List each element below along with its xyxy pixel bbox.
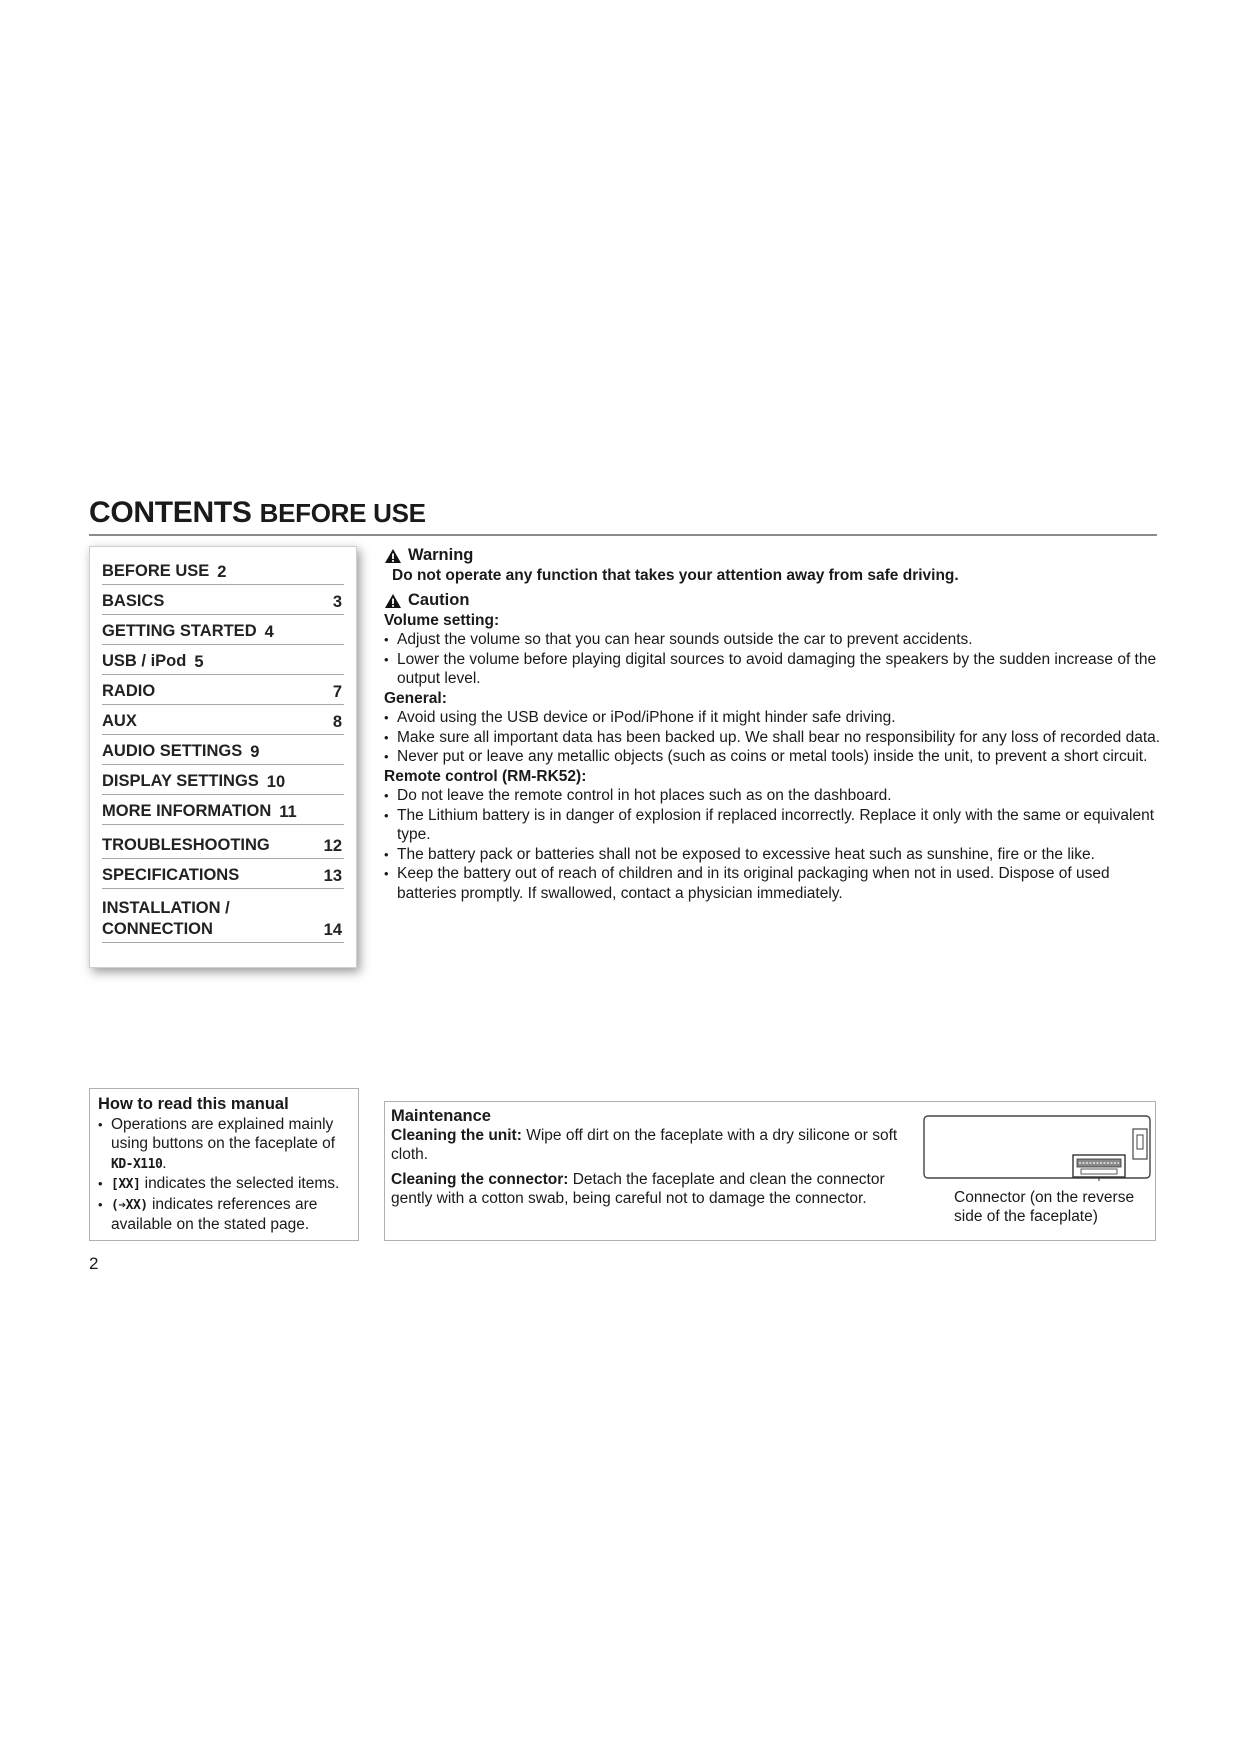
heading-sub: BEFORE USE: [259, 498, 426, 528]
toc-entry[interactable]: [102, 585, 344, 615]
faceplate-illustration: [923, 1115, 1151, 1181]
toc-entry[interactable]: [102, 705, 344, 735]
howto-item-text: indicates the selected items.: [140, 1175, 340, 1192]
toc-entry-page: 14: [323, 921, 342, 939]
toc-entry-page: 7: [332, 683, 342, 701]
selected-item-mark: [XX]: [111, 1177, 141, 1192]
toc-entry-page: 13: [323, 867, 342, 885]
toc-entry-page: 12: [323, 837, 342, 855]
toc-entry[interactable]: [102, 735, 344, 765]
toc-entry-label: GETTING STARTED: [102, 622, 257, 640]
howto-item-text: indicates references are available on the stated page.: [111, 1195, 318, 1233]
caution-title: Caution: [408, 591, 470, 609]
warning-heading: [384, 546, 1164, 566]
toc-entry[interactable]: [102, 889, 344, 943]
list-item: • Make sure all important data has been backed up. We shall bear no responsibility for any loss of recorded data.: [384, 728, 1164, 748]
toc-entry-label: TROUBLESHOOTING: [102, 836, 270, 854]
remote-heading: Remote control (RM-RK52):: [384, 767, 587, 785]
model-name: KD-X110: [111, 1156, 163, 1172]
caution-icon: [384, 593, 402, 609]
cleaning-connector-label: Cleaning the connector:: [391, 1171, 569, 1188]
howto-period: .: [162, 1154, 167, 1172]
toc-entry-label: AUDIO SETTINGS: [102, 742, 243, 760]
toc-entry-label: MORE INFORMATION: [102, 802, 272, 820]
howto-title: How to read this manual: [98, 1095, 289, 1113]
toc-entry-label: BEFORE USE: [102, 562, 210, 580]
list-item: • The Lithium battery is in danger of explosion if replaced incorrectly. Replace it only with the same or equivalent type.: [384, 806, 1164, 845]
heading-rule: [89, 534, 1157, 536]
list-item: • Lower the volume before playing digital sources to avoid damaging the speakers by the sudden increase of the output level.: [384, 650, 1164, 689]
list-item: • Never put or leave any metallic objects (such as coins or metal tools) inside the unit, to prevent a short circuit.: [384, 747, 1164, 767]
toc-entry-page: 3: [332, 593, 342, 611]
toc-entry-page: 9: [250, 743, 260, 761]
toc-entry-label: INSTALLATION / CONNECTION: [102, 899, 230, 938]
toc-entry-label: DISPLAY SETTINGS: [102, 772, 259, 790]
connector-caption: Connector (on the reverse side of the faceplate): [954, 1189, 1135, 1225]
toc-entry-page: 2: [217, 563, 227, 581]
toc-entry[interactable]: [102, 795, 344, 825]
list-item: [98, 1115, 350, 1175]
safety-section: [384, 546, 1164, 903]
caution-heading: [384, 591, 1164, 611]
volume-list: [384, 630, 1164, 689]
toc-entry-page: 8: [332, 713, 342, 731]
reference-mark: (➔XX): [111, 1197, 148, 1213]
toc-entry-label: SPECIFICATIONS: [102, 866, 240, 884]
cleaning-unit-paragraph: [391, 1126, 923, 1164]
list-item: • Do not leave the remote control in hot places such as on the dashboard.: [384, 786, 1164, 806]
cleaning-connector-paragraph: [391, 1170, 923, 1208]
toc-entry-label: USB / iPod: [102, 652, 187, 670]
table-of-contents: [89, 546, 357, 968]
toc-entry-page: 11: [279, 803, 297, 821]
toc-entry-label: BASICS: [102, 592, 165, 610]
cleaning-connector-text: Detach the faceplate and clean the connector gently with a cotton swab, being careful not to damage the connector.: [391, 1171, 885, 1207]
toc-entry[interactable]: [102, 675, 344, 705]
list-item: • Keep the battery out of reach of children and in its original packaging when not in used. Dispose of used batteries promptly. If swallowed, contact a physician immediately.: [384, 864, 1164, 903]
cleaning-unit-label: Cleaning the unit:: [391, 1127, 522, 1144]
toc-entry[interactable]: [102, 829, 344, 859]
maintenance-title: Maintenance: [391, 1107, 491, 1125]
maintenance-box: [384, 1101, 1156, 1241]
toc-entry-label: AUX: [102, 712, 137, 730]
volume-heading: Volume setting:: [384, 611, 500, 629]
list-item: [98, 1174, 350, 1195]
general-list: [384, 708, 1164, 767]
toc-entry-page: 5: [194, 653, 204, 671]
howto-item-text: Operations are explained mainly using buttons on the faceplate of: [111, 1115, 336, 1152]
list-item: • Adjust the volume so that you can hear sounds outside the car to prevent accidents.: [384, 630, 1164, 650]
page-heading: [89, 496, 426, 530]
page-number: 2: [89, 1254, 99, 1273]
cleaning-unit-text: Wipe off dirt on the faceplate with a dry silicone or soft cloth.: [391, 1127, 898, 1163]
list-item: [98, 1195, 350, 1235]
toc-entry[interactable]: [102, 555, 344, 585]
list-item: • The battery pack or batteries shall not be exposed to excessive heat such as sunshine, fire or the like.: [384, 845, 1164, 865]
how-to-read-box: [89, 1088, 359, 1241]
toc-entry[interactable]: [102, 765, 344, 795]
toc-entry[interactable]: [102, 615, 344, 645]
toc-entry[interactable]: [102, 645, 344, 675]
toc-entry-page: 10: [266, 773, 286, 791]
general-heading: General:: [384, 689, 447, 707]
remote-list: [384, 786, 1164, 903]
list-item: • Avoid using the USB device or iPod/iPhone if it might hinder safe driving.: [384, 708, 1164, 728]
warning-icon: [384, 548, 402, 564]
heading-main: CONTENTS: [89, 496, 252, 529]
toc-entry[interactable]: [102, 859, 344, 889]
maintenance-text: [391, 1107, 923, 1214]
howto-list: [98, 1115, 350, 1235]
warning-title: Warning: [408, 546, 474, 564]
warning-text: Do not operate any function that takes your attention away from safe driving.: [392, 566, 959, 584]
toc-entry-label: RADIO: [102, 682, 156, 700]
toc-entry-page: 4: [264, 623, 274, 641]
